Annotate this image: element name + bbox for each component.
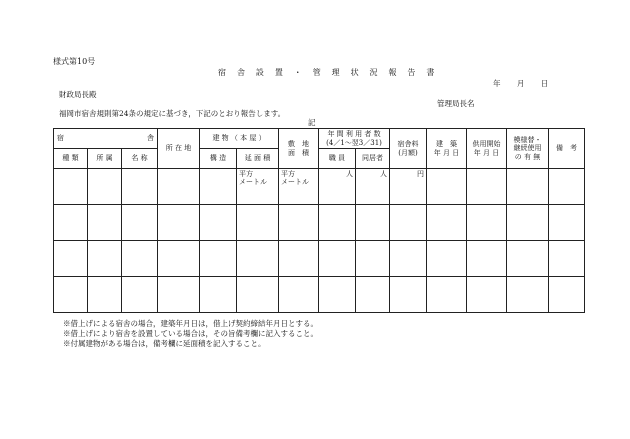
header-mogae: 模様替・ 継続使用 の 有 無: [507, 129, 549, 169]
header-shurui: 種 類: [54, 149, 88, 169]
header-shukusha-left: 宿: [57, 134, 64, 143]
ki-heading: 記: [308, 118, 316, 127]
header-kenchiku: 建 築 年 月 日: [427, 129, 467, 169]
header-shikichi: 敷 地 面 積: [279, 129, 319, 169]
addressee: 財政局長殿: [59, 90, 97, 99]
header-biko: 備 考: [549, 129, 585, 169]
header-nenkan: 年 間 利 用 者 数 (4／1〜翌3／31): [319, 129, 390, 149]
intro-text: 福岡市宿舎規則第24条の規定に基づき，下記のとおり報告します。: [59, 109, 286, 118]
unit-heiho-nobeyuka: 平方 メートル: [237, 169, 279, 205]
note-1: ※借上げによる宿舎の場合，建築年月日は，借上げ契約締結年月日とする。: [63, 319, 318, 328]
table-row: [54, 205, 585, 241]
header-shukusha-right: 舎: [147, 134, 154, 143]
header-kyoyo: 供用開始 年 月 日: [467, 129, 507, 169]
header-tatemono: 建 物 （ 本 屋 ）: [200, 129, 279, 149]
unit-nin-dokyo: 人: [356, 169, 390, 205]
table-row: [54, 169, 585, 205]
header-shokuin: 職 員: [319, 149, 356, 169]
table-row: [54, 277, 585, 313]
header-meisho: 名 称: [122, 149, 158, 169]
header-ryokin: 宿舎料 (月額): [390, 129, 427, 169]
header-nobeyuka: 延 面 積: [237, 149, 279, 169]
document-title: 宿 舎 設 置 ・ 管 理 状 況 報 告 書: [218, 68, 439, 77]
header-kozo: 構 造: [200, 149, 237, 169]
header-shukusha: [54, 129, 158, 149]
header-shozoku: 所 属: [88, 149, 122, 169]
form-number: 様式第10号: [53, 57, 96, 66]
report-table: [53, 128, 585, 313]
header-dokyo: 同居者: [356, 149, 390, 169]
table-row: [54, 241, 585, 277]
date-line: 年 月 日: [493, 79, 549, 88]
unit-heiho-shikichi: 平方 メートル: [279, 169, 319, 205]
unit-nin-shokuin: 人: [319, 169, 356, 205]
note-2: ※借上げにより宿舎を設置している場合は，その旨備考欄に記入すること。: [63, 329, 318, 338]
sender: 管理局長名: [437, 99, 475, 108]
unit-en: 円: [390, 169, 427, 205]
note-3: ※付属建物がある場合は，備考欄に延面積を記入すること。: [63, 339, 266, 348]
header-row-1: [54, 129, 585, 149]
header-shozaichi: 所 在 地: [158, 129, 200, 169]
